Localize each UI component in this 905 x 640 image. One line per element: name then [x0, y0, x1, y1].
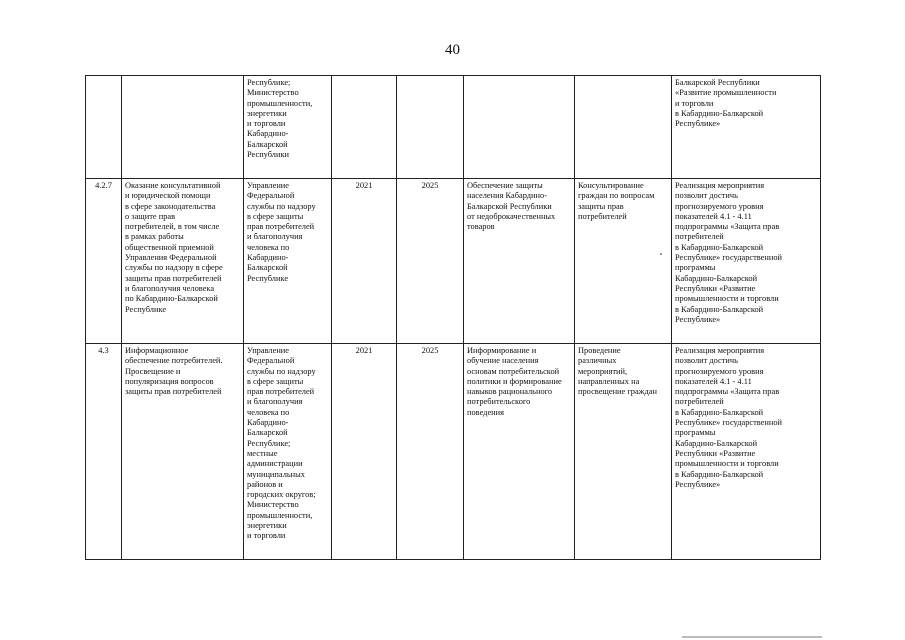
result-cell: Реализация мероприятия позволит достичь прогнозируемого уровня показателей 4.1 - 4.11 подпрограммы «Защита прав потребителей в Кабардино-Балкарской Республике» государственной программы Кабардино-Балкарской Республики «Развитие промышленности и торговли в Кабардино-Балкарской Республике»: [672, 179, 821, 344]
executor-cell: Управление Федеральной службы по надзору в сфере защиты прав потребителей и благополучия человека по Кабардино- Балкарской Республике; местные администрации муниципальных районов и городских округов; Министерство промышленности, энергетики и торговли: [244, 344, 332, 560]
activities-cell: Проведение различных мероприятий, направленных на просвещение граждан: [575, 344, 672, 560]
result-cell: Балкарской Республики «Развитие промышленности и торговли в Кабардино-Балкарской Республике»: [672, 76, 821, 179]
table-row: [86, 344, 821, 560]
start-year-cell: 2021: [332, 179, 397, 344]
measure-cell: [122, 76, 244, 179]
start-year-cell: [332, 76, 397, 179]
measures-table: [85, 75, 821, 560]
end-year-cell: [397, 76, 464, 179]
end-year-cell: 2025: [397, 344, 464, 560]
result-cell: Реализация мероприятия позволит достичь прогнозируемого уровня показателей 4.1 - 4.11 подпрограммы «Защита прав потребителей в Кабардино-Балкарской Республике» государственной программы Кабардино-Балкарской Республики «Развитие промышленности и торговли в Кабардино-Балкарской Республике»: [672, 344, 821, 560]
row-number-cell: 4.3: [86, 344, 122, 560]
row-number-cell: [86, 76, 122, 179]
table-row: [86, 179, 821, 344]
page-number: 40: [445, 42, 460, 58]
goal-cell: Обеспечение защиты населения Кабардино- Балкарской Республики от недоброкачественных товаров: [464, 179, 575, 344]
measure-cell: Оказание консультативной и юридической помощи в сфере законодательства о защите прав потребителей, в том числе в рамках работы общественной приемной Управления Федеральной службы по надзору в сфере защиты прав потребителей и благополучия человека по Кабардино-Балкарской Республике: [122, 179, 244, 344]
measure-cell: Информационное обеспечение потребителей. Просвещение и популяризация вопросов защиты прав потребителей: [122, 344, 244, 560]
activities-cell: [575, 76, 672, 179]
scan-artifact-line: [682, 636, 822, 638]
scan-speck: [660, 253, 662, 255]
start-year-cell: 2021: [332, 344, 397, 560]
activities-cell: Консультирование граждан по вопросам защиты прав потребителей: [575, 179, 672, 344]
goal-cell: [464, 76, 575, 179]
row-number-cell: 4.2.7: [86, 179, 122, 344]
executor-cell: Управление Федеральной службы по надзору в сфере защиты прав потребителей и благополучия человека по Кабардино- Балкарской Республике: [244, 179, 332, 344]
end-year-cell: 2025: [397, 179, 464, 344]
goal-cell: Информирование и обучение населения основам потребительской политики и формирование навыков рационального потребительского поведения: [464, 344, 575, 560]
executor-cell: Республике; Министерство промышленности, энергетики и торговли Кабардино- Балкарской Республики: [244, 76, 332, 179]
table-row: [86, 76, 821, 179]
